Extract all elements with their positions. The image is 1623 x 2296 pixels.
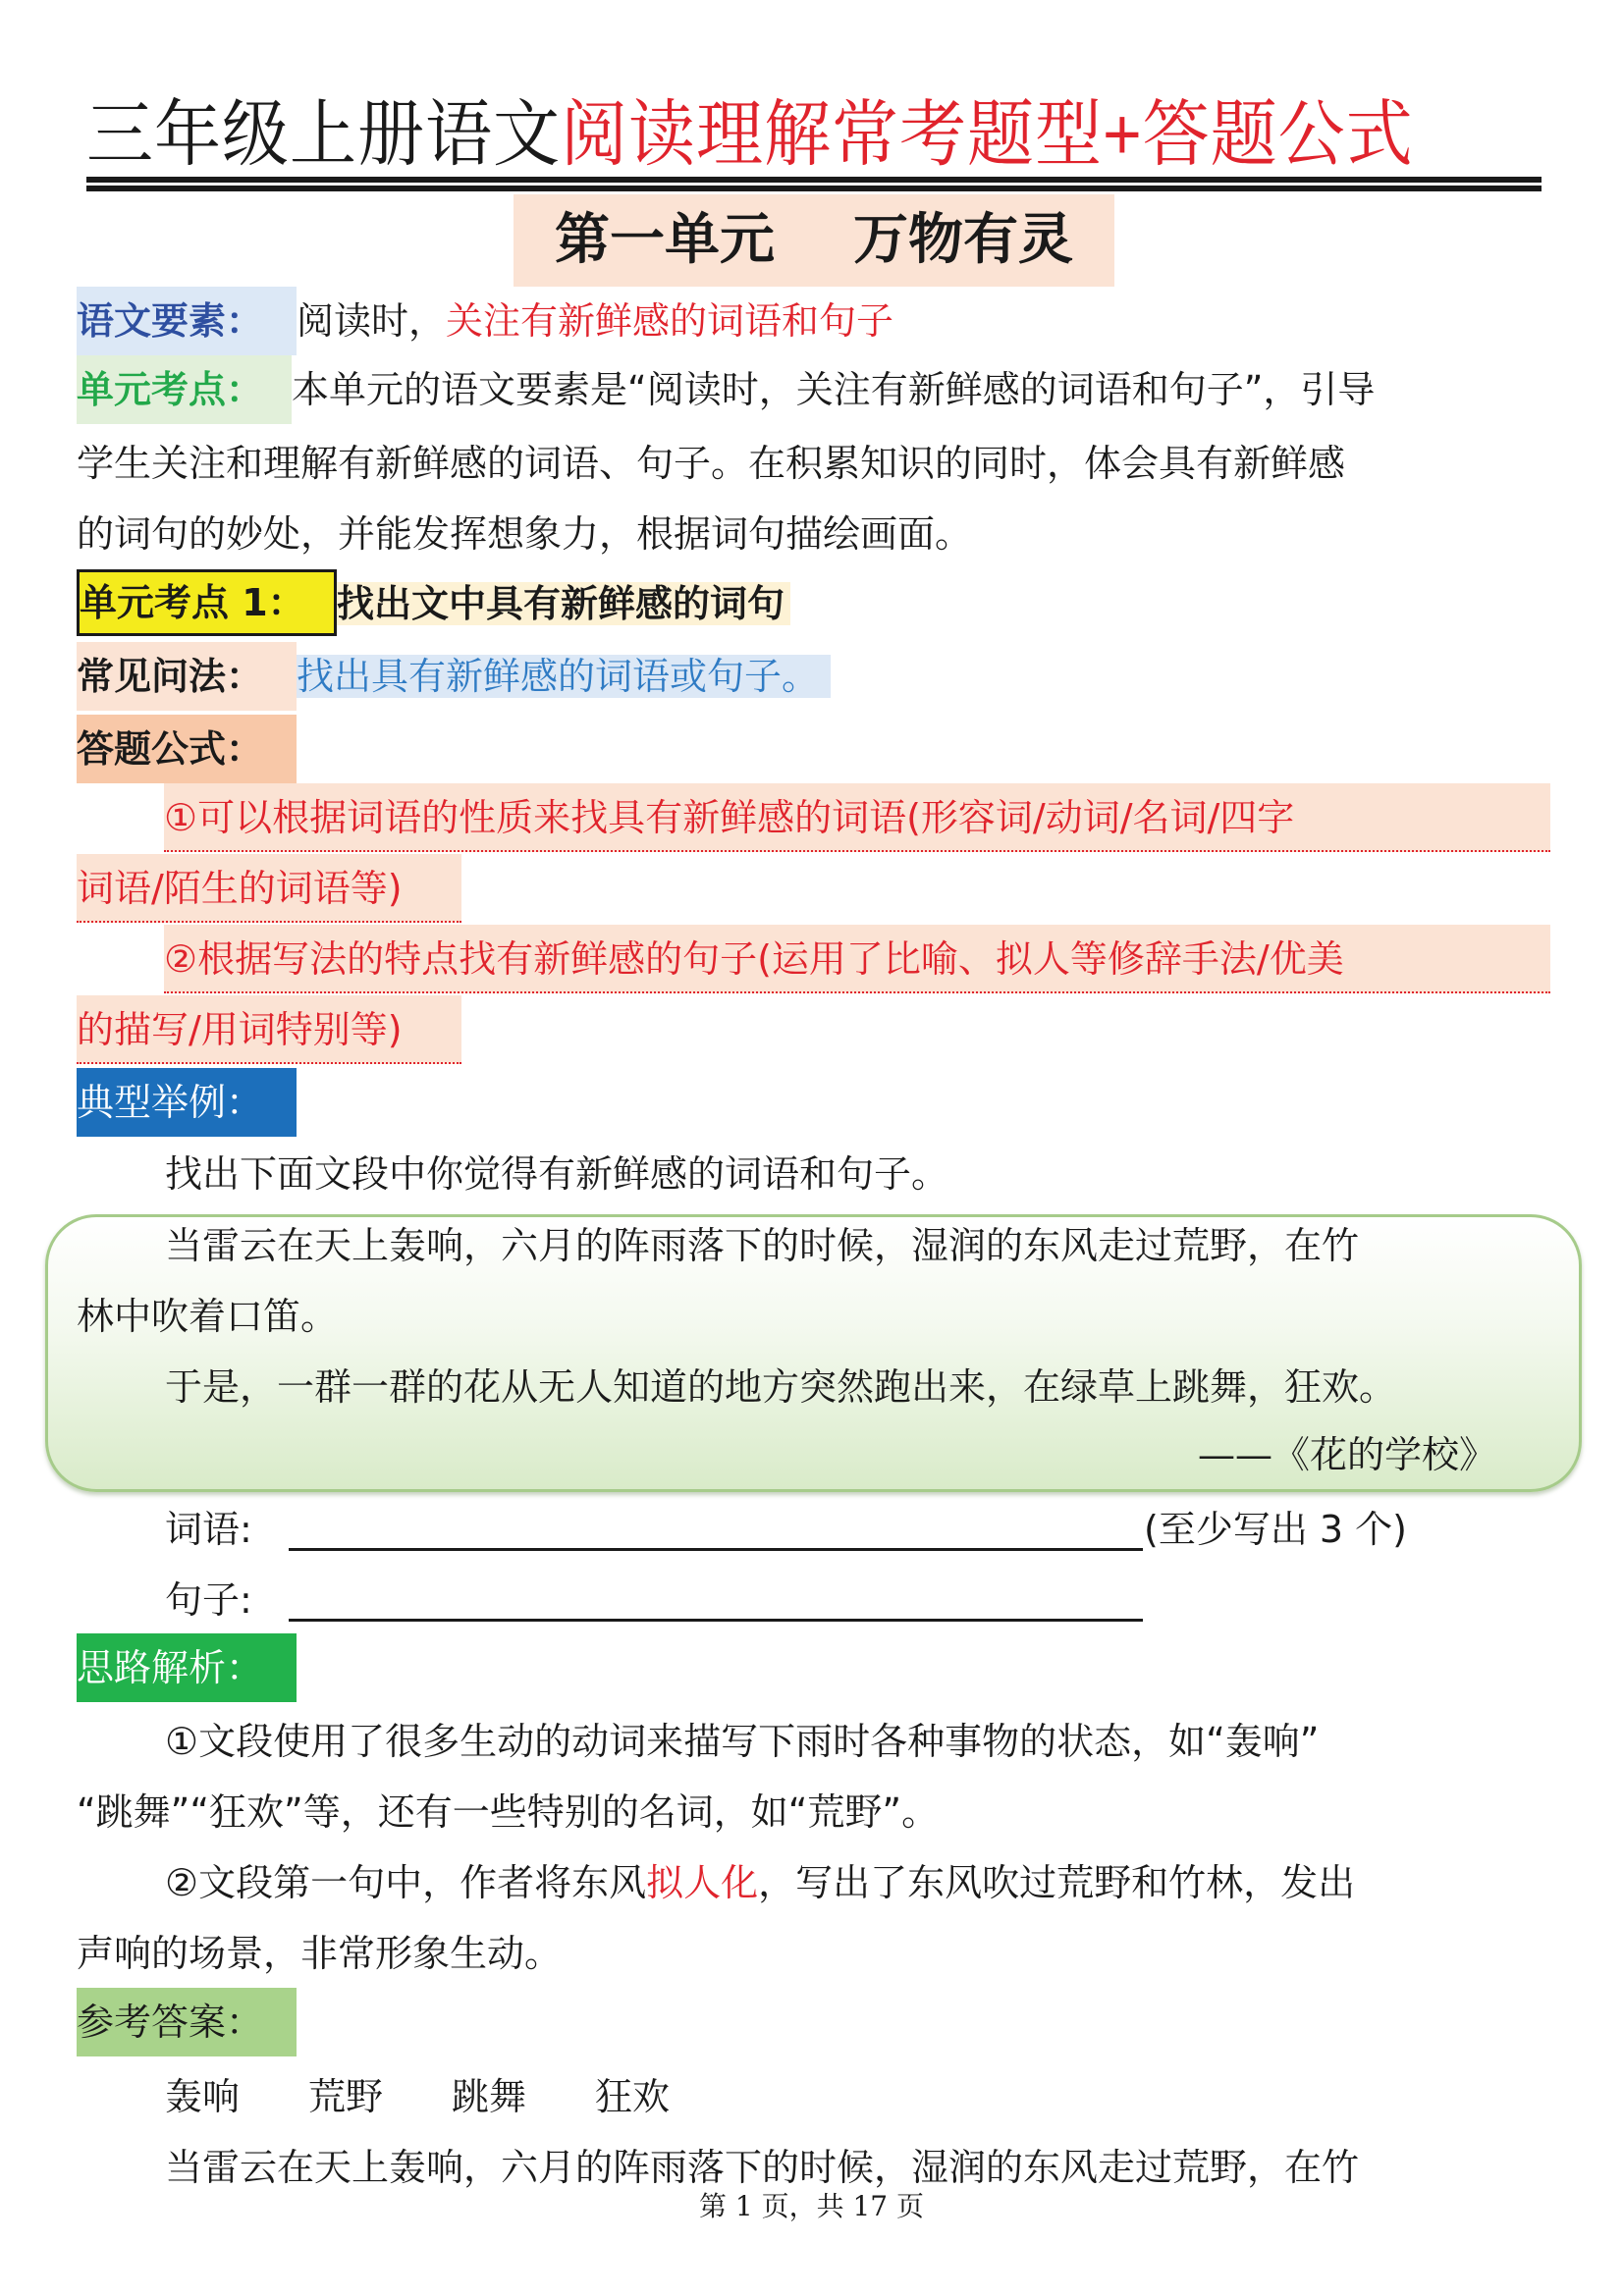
unit-focus-row xyxy=(77,355,1375,424)
title-rule-bottom xyxy=(86,186,1542,191)
focus-point-1-row xyxy=(77,569,790,638)
common-question-text: 找出具有新鲜感的词语或句子。 xyxy=(297,655,831,698)
words-answer-field[interactable] xyxy=(289,1548,1143,1551)
title-red-part: 阅读理解常考题型+答题公式 xyxy=(561,93,1414,175)
focus-point-1-text: 找出文中具有新鲜感的词句 xyxy=(337,582,790,625)
reference-answer-row xyxy=(77,1988,297,2056)
common-question-label: 常见问法： xyxy=(77,642,297,711)
language-element-prefix: 阅读时， xyxy=(297,299,447,343)
words-field-label: 词语: xyxy=(165,1508,252,1551)
reference-answer-label: 参考答案： xyxy=(77,1988,297,2056)
analysis-point2-highlight: 拟人化 xyxy=(646,1861,759,1904)
passage-source: ——《花的学校》 xyxy=(1198,1433,1497,1476)
answer-formula-label: 答题公式： xyxy=(77,715,297,783)
passage-p1-line2: 林中吹着口笛。 xyxy=(77,1295,339,1338)
reference-word: 狂欢 xyxy=(595,2075,671,2118)
reference-word: 跳舞 xyxy=(452,2075,527,2118)
reference-word: 轰响 xyxy=(165,2075,241,2118)
title-rule-top xyxy=(86,177,1542,183)
example-instruction: 找出下面文段中你觉得有新鲜感的词语和句子。 xyxy=(165,1152,949,1196)
unit-name: 万物有灵 xyxy=(853,208,1073,272)
focus-point-1-label: 单元考点 1： xyxy=(77,569,337,636)
example-row xyxy=(77,1068,297,1137)
analysis-point1-line2: “跳舞”“狂欢”等，还有一些特别的名词，如“荒野”。 xyxy=(77,1790,940,1834)
analysis-point2-line2: 声响的场景，非常形象生动。 xyxy=(77,1932,563,1975)
reference-words xyxy=(165,2061,670,2132)
unit-focus-line1: 本单元的语文要素是“阅读时，关注有新鲜感的词语和句子”，引导 xyxy=(292,368,1376,411)
formula-item-2-line1: ②根据写法的特点找有新鲜感的句子(运用了比喻、拟人等修辞手法/优美 xyxy=(164,925,1550,993)
language-element-label: 语文要素： xyxy=(77,287,297,355)
language-element-highlight: 关注有新鲜感的词语和句子 xyxy=(446,299,894,343)
analysis-point1-line1: ①文段使用了很多生动的动词来描写下雨时各种事物的状态，如“轰响” xyxy=(165,1720,1320,1763)
page-number: 第 1 页，共 17 页 xyxy=(698,2190,925,2222)
language-element-row xyxy=(77,287,893,355)
common-question-row xyxy=(77,642,831,711)
example-label: 典型举例： xyxy=(77,1068,297,1137)
formula-item-1-line1: ①可以根据词语的性质来找具有新鲜感的词语(形容词/动词/名词/四字 xyxy=(164,783,1550,852)
analysis-point2-line1 xyxy=(165,1847,1623,1918)
unit-number: 第一单元 xyxy=(555,208,775,272)
sentence-answer-field[interactable] xyxy=(289,1619,1143,1622)
analysis-row xyxy=(77,1633,297,1702)
sentence-field-label: 句子: xyxy=(165,1578,252,1622)
analysis-label: 思路解析： xyxy=(77,1633,297,1702)
formula-item-2-line2: 的描写/用词特别等) xyxy=(77,995,461,1064)
unit-heading xyxy=(514,194,1114,287)
passage-p1-line1: 当雷云在天上轰响，六月的阵雨落下的时候，湿润的东风走过荒野，在竹 xyxy=(165,1224,1360,1267)
analysis-point2-suffix: ，写出了东风吹过荒野和竹林，发出 xyxy=(758,1861,1356,1904)
unit-focus-label: 单元考点： xyxy=(77,355,292,424)
page-title xyxy=(86,90,1424,179)
unit-focus-line3: 的词句的妙处，并能发挥想象力，根据词句描绘画面。 xyxy=(77,512,973,556)
reference-word: 荒野 xyxy=(308,2075,384,2118)
unit-focus-line2: 学生关注和理解有新鲜感的词语、句子。在积累知识的同时，体会具有新鲜感 xyxy=(77,442,1346,485)
analysis-point2-prefix: ②文段第一句中，作者将东风 xyxy=(165,1861,647,1904)
reference-sentence-line1: 当雷云在天上轰响，六月的阵雨落下的时候，湿润的东风走过荒野，在竹 xyxy=(165,2146,1360,2189)
title-black-part: 三年级上册语文 xyxy=(86,93,561,175)
answer-formula-row xyxy=(77,715,297,783)
formula-item-1-line2: 词语/陌生的词语等) xyxy=(77,854,461,923)
words-field-note: (至少写出 3 个) xyxy=(1144,1508,1407,1551)
passage-p2: 于是，一群一群的花从无人知道的地方突然跑出来，在绿草上跳舞，狂欢。 xyxy=(165,1365,1397,1409)
